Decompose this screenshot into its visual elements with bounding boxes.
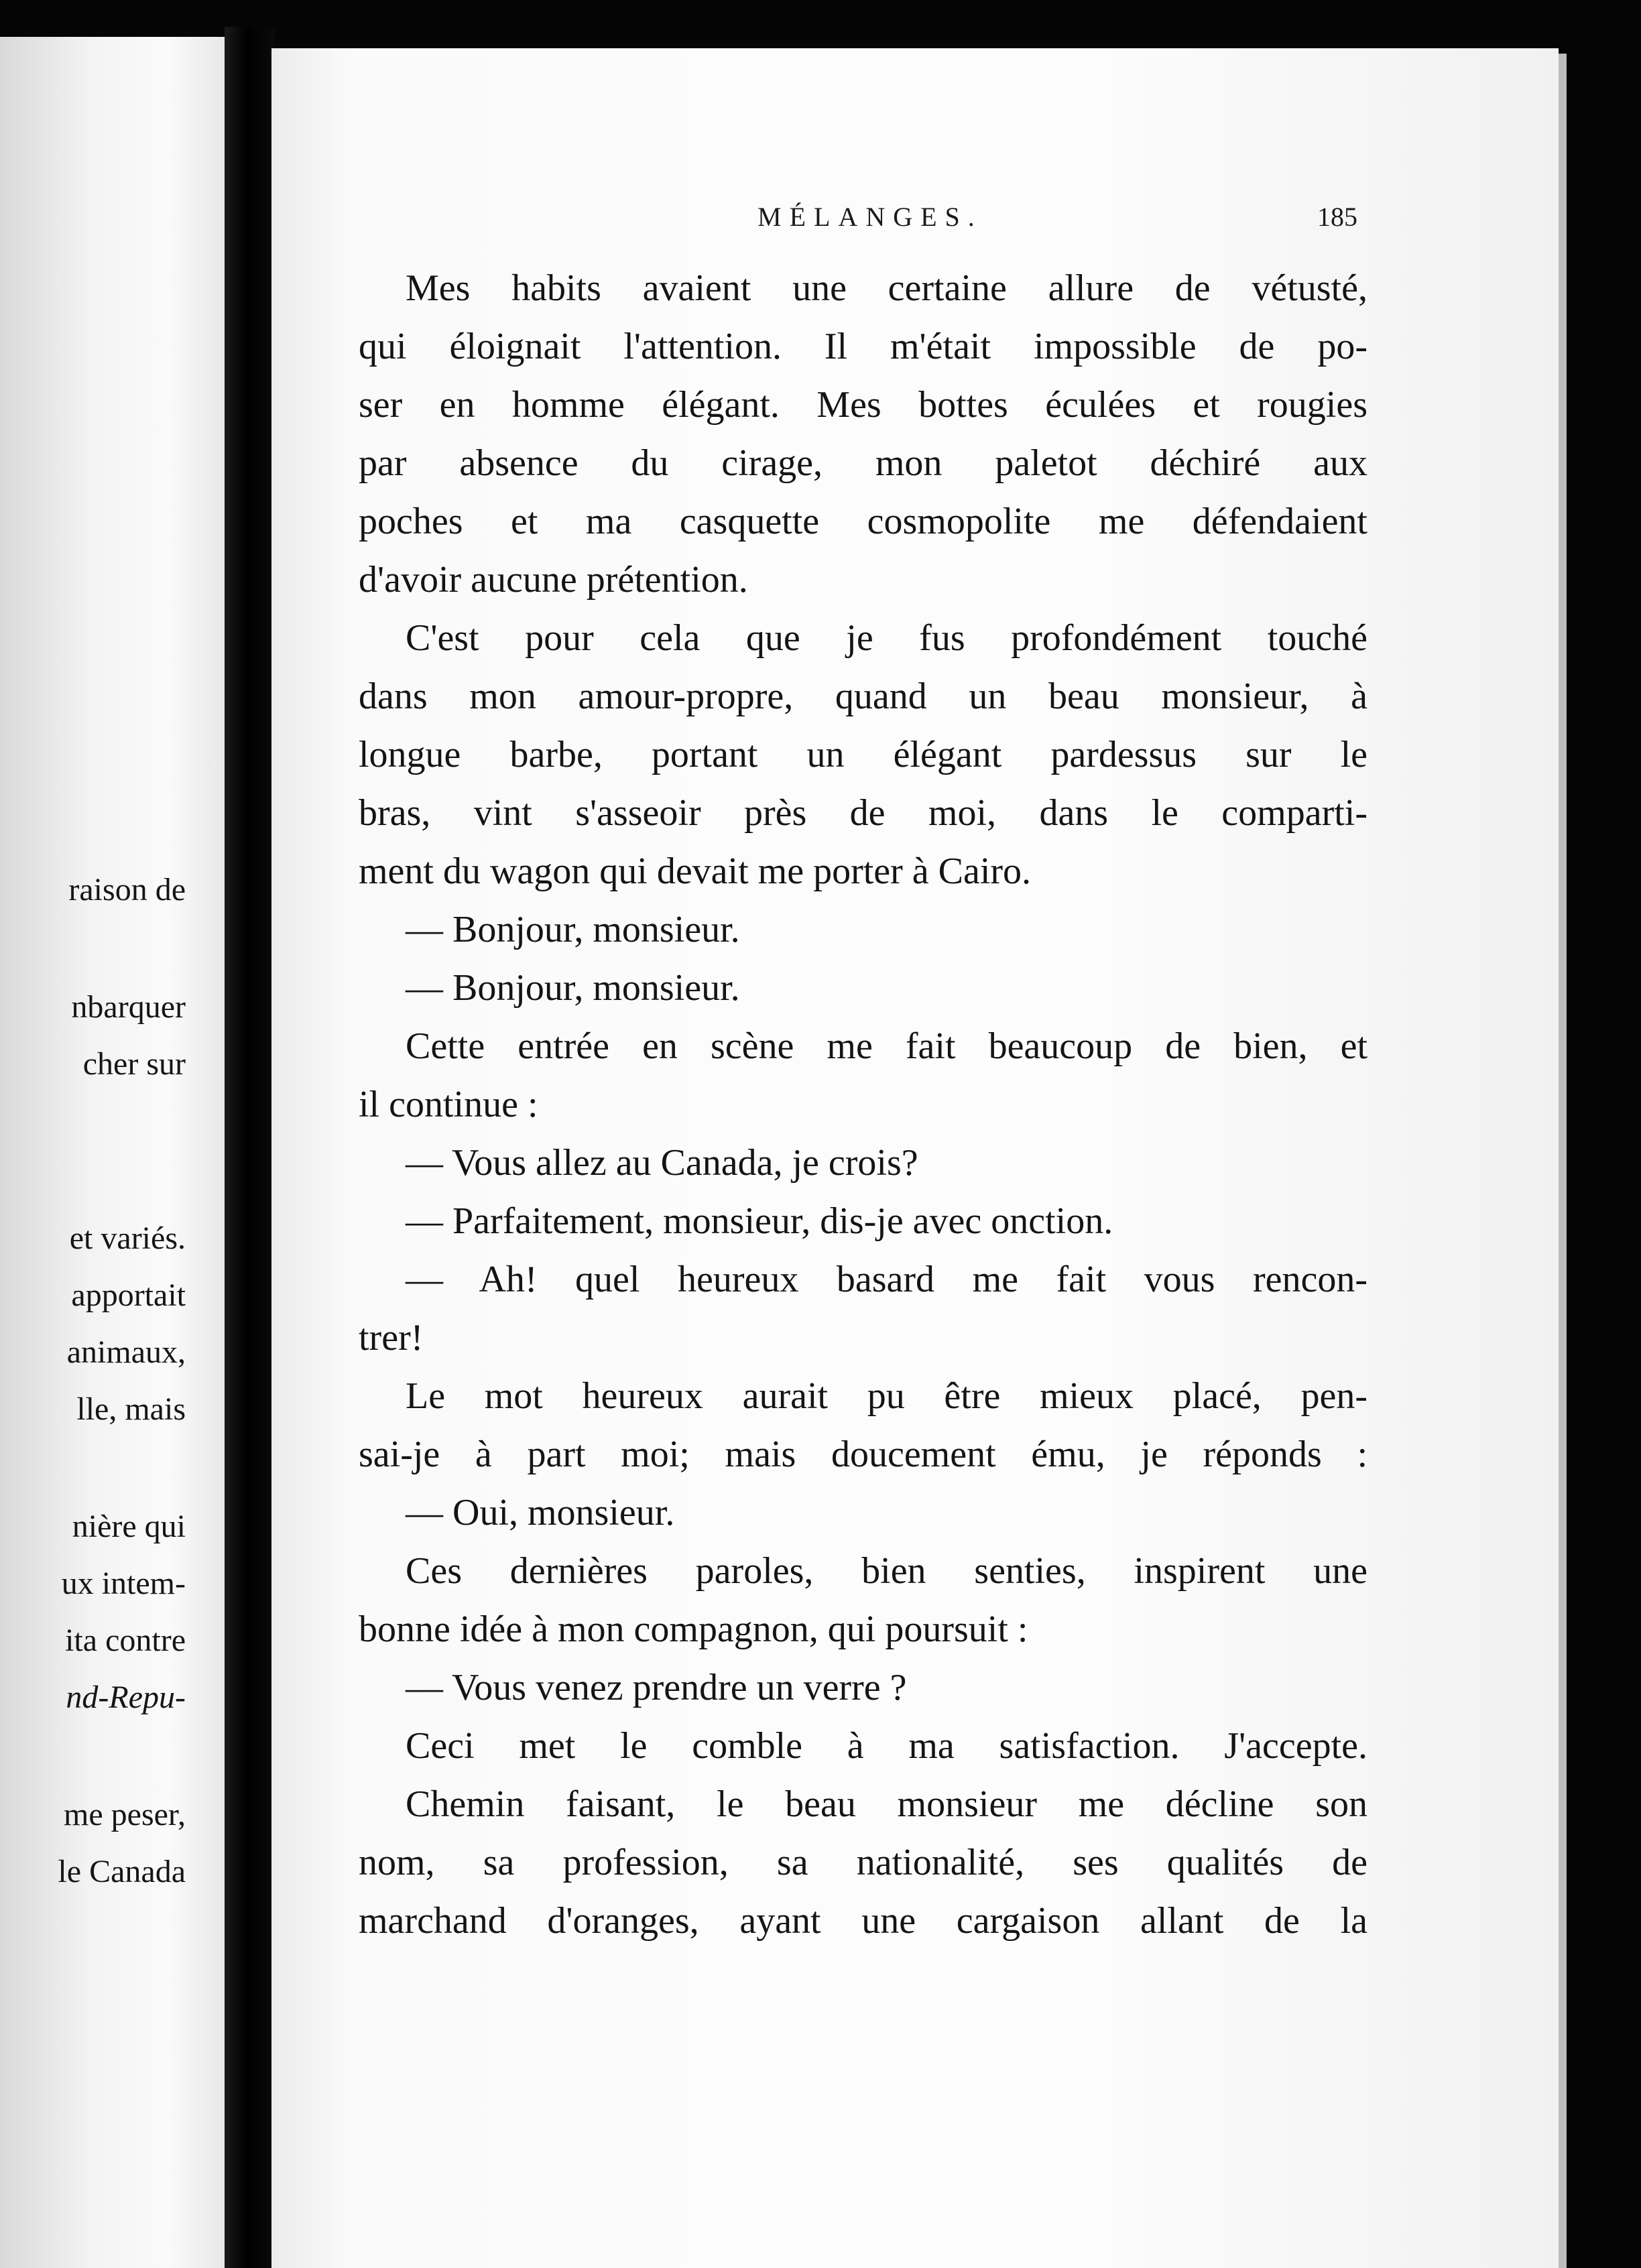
left-page-fragment: animaux, xyxy=(66,1334,186,1370)
text-line: Chemin faisant, le beau monsieur me décline son xyxy=(406,1783,1368,1825)
running-head: MÉLANGES. xyxy=(757,202,983,232)
left-page-fragment: lle, mais xyxy=(76,1391,186,1427)
text-line: — Bonjour, monsieur. xyxy=(406,909,740,950)
text-line: bonne idée à mon compagnon, qui poursuit : xyxy=(359,1609,1028,1650)
text-line: — Oui, monsieur. xyxy=(406,1492,675,1533)
left-page-fragment: et variés. xyxy=(69,1220,186,1256)
text-line: d'avoir aucune prétention. xyxy=(359,559,748,601)
text-line: marchand d'oranges, ayant une cargaison allant de la xyxy=(359,1900,1368,1942)
text-line: poches et ma casquette cosmopolite me défendaient xyxy=(359,501,1368,542)
text-line: — Bonjour, monsieur. xyxy=(406,967,740,1009)
text-line: C'est pour cela que je fus profondément touché xyxy=(406,617,1368,659)
text-line: Ceci met le comble à ma satisfaction. J'accepte. xyxy=(406,1725,1368,1767)
left-page-fragment: le Canada xyxy=(58,1854,186,1889)
text-line: par absence du cirage, mon paletot déchiré aux xyxy=(359,442,1368,484)
text-line: Ces dernières paroles, bien senties, inspirent une xyxy=(406,1550,1368,1592)
left-page-fragment: raison de xyxy=(68,872,186,907)
left-page-fragment: me peser, xyxy=(64,1797,186,1832)
text-line: ser en homme élégant. Mes bottes éculées et rougies xyxy=(359,384,1368,426)
text-line: dans mon amour-propre, quand un beau monsieur, à xyxy=(359,676,1368,717)
text-line: sai-je à part moi; mais doucement ému, je réponds : xyxy=(359,1434,1368,1475)
left-page-fragment: cher sur xyxy=(82,1046,186,1082)
left-page-fragment: apportait xyxy=(71,1277,186,1313)
text-line: Mes habits avaient une certaine allure de vétusté, xyxy=(406,267,1368,309)
left-page-fragment: nière qui xyxy=(72,1509,186,1544)
text-line: Cette entrée en scène me fait beaucoup de bien, et xyxy=(406,1025,1368,1067)
text-line: — Ah! quel heureux basard me fait vous rencon- xyxy=(406,1259,1368,1300)
text-line: — Vous venez prendre un verre ? xyxy=(406,1667,907,1708)
left-page-fragment: ita contre xyxy=(65,1623,186,1658)
text-line: qui éloignait l'attention. Il m'était impossible de po- xyxy=(359,326,1368,367)
left-page-fragment: ux intem- xyxy=(61,1566,186,1601)
text-line: trer! xyxy=(359,1317,424,1359)
left-page-fragment: nbarquer xyxy=(71,989,186,1025)
text-line: — Vous allez au Canada, je crois? xyxy=(406,1142,918,1184)
left-page-fragment: nd-Repu- xyxy=(66,1680,186,1715)
text-line: — Parfaitement, monsieur, dis-je avec onction. xyxy=(406,1200,1113,1242)
text-line: bras, vint s'asseoir près de moi, dans le comparti- xyxy=(359,792,1368,834)
text-line: nom, sa profession, sa nationalité, ses qualités de xyxy=(359,1842,1368,1883)
text-line: Le mot heureux aurait pu être mieux placé, pen- xyxy=(406,1375,1368,1417)
text-line: longue barbe, portant un élégant pardessus sur le xyxy=(359,734,1368,775)
page-number: 185 xyxy=(1317,202,1357,232)
text-line: il continue : xyxy=(359,1084,538,1125)
text-line: ment du wagon qui devait me porter à Cairo. xyxy=(359,850,1032,892)
